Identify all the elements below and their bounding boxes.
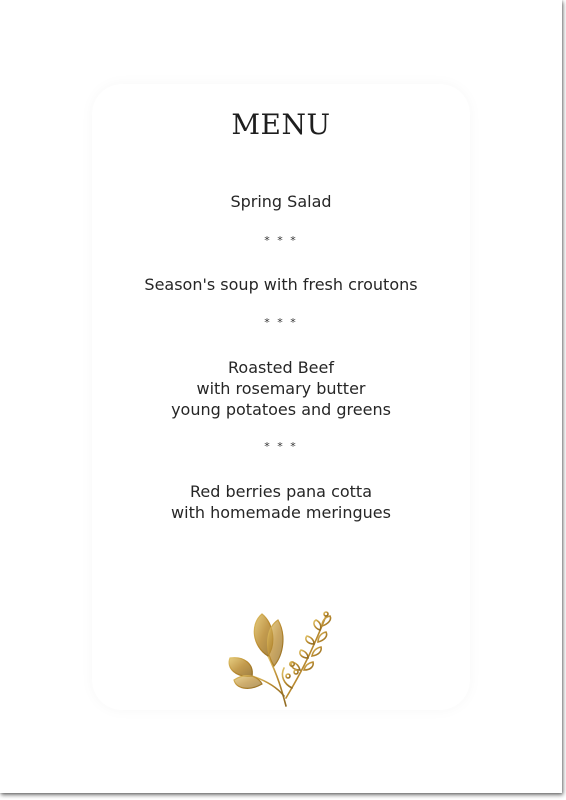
gold-leaf-sprig-icon (222, 606, 342, 716)
course-line: young potatoes and greens (171, 400, 391, 419)
menu-title: MENU (231, 108, 331, 141)
separator: * * * (264, 316, 298, 329)
course-main (0, 357, 562, 420)
course-line: Season's soup with fresh croutons (144, 275, 418, 294)
course-line: with rosemary butter (196, 379, 366, 398)
course-line: with homemade meringues (171, 503, 391, 522)
course-line: Red berries pana cotta (190, 482, 372, 501)
separator: * * * (264, 234, 298, 247)
course-line: Roasted Beef (228, 358, 334, 377)
course-starter (0, 191, 562, 212)
course-line: Spring Salad (230, 192, 332, 211)
course-dessert (0, 481, 562, 523)
separator: * * * (264, 440, 298, 453)
course-soup (0, 274, 562, 295)
